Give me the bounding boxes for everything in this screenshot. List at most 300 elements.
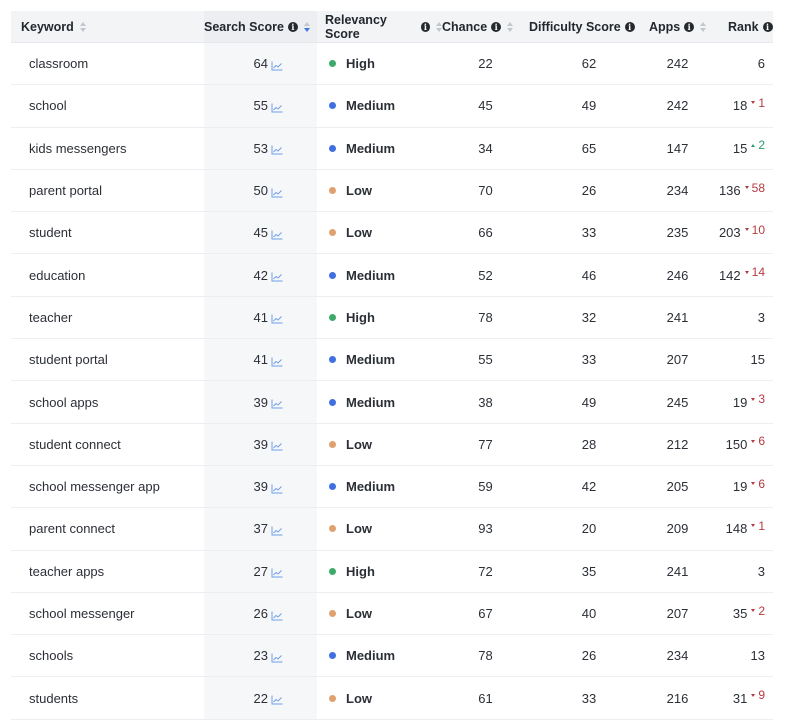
difficulty-value: 26 — [581, 648, 597, 664]
cell-rank — [706, 254, 773, 295]
cell-rank — [706, 551, 773, 592]
apps-value: 207 — [666, 352, 689, 368]
cell-apps — [649, 297, 706, 338]
search-score-value: 39 — [253, 436, 268, 452]
cell-search-score — [204, 593, 317, 634]
cell-keyword — [11, 297, 204, 338]
relevancy-dot — [329, 356, 336, 363]
cell-apps — [649, 212, 706, 253]
cell-search-score — [204, 508, 317, 549]
difficulty-value: 35 — [581, 563, 597, 579]
relevancy-label: High — [346, 563, 375, 579]
search-score-value: 53 — [253, 140, 268, 156]
chance-value: 66 — [478, 225, 493, 241]
table-row[interactable] — [11, 212, 773, 254]
cell-keyword — [11, 551, 204, 592]
relevancy-dot — [329, 314, 336, 321]
arrow-down-icon — [745, 186, 749, 189]
cell-rank — [706, 593, 773, 634]
relevancy-label: Low — [346, 606, 372, 621]
cell-relevancy — [317, 170, 442, 211]
relevancy-dot — [329, 145, 336, 152]
cell-difficulty — [529, 43, 649, 84]
cell-search-score — [204, 254, 317, 295]
search-score-value: 45 — [253, 225, 268, 241]
chance-value: 77 — [478, 436, 493, 452]
apps-value: 245 — [666, 394, 689, 410]
cell-keyword — [11, 85, 204, 126]
chance-value: 45 — [478, 98, 493, 114]
apps-value: 209 — [666, 521, 689, 537]
cell-rank — [706, 212, 773, 253]
cell-search-score — [204, 297, 317, 338]
cell-apps — [649, 424, 706, 465]
cell-search-score — [204, 466, 317, 507]
line-chart-icon[interactable] — [271, 355, 283, 365]
keyword-text: schools — [29, 648, 74, 664]
cell-rank — [706, 170, 773, 211]
info-icon[interactable]: i — [763, 22, 773, 32]
cell-apps — [649, 635, 706, 676]
cell-relevancy — [317, 85, 442, 126]
relevancy-dot — [329, 272, 336, 279]
search-score-value: 50 — [253, 183, 268, 199]
info-icon[interactable]: i — [421, 22, 430, 32]
relevancy-label: Medium — [346, 98, 396, 114]
header-chance-label: Chance — [442, 19, 488, 34]
rank-change-value: 9 — [758, 688, 765, 703]
search-score-value: 55 — [253, 98, 268, 114]
chance-value: 38 — [478, 394, 493, 410]
difficulty-value: 33 — [581, 352, 597, 368]
header-keyword[interactable] — [11, 11, 204, 42]
cell-rank — [706, 508, 773, 549]
cell-keyword — [11, 677, 204, 718]
cell-search-score — [204, 635, 317, 676]
cell-keyword — [11, 593, 204, 634]
apps-value: 147 — [666, 140, 689, 156]
rank-value: 203 — [718, 225, 741, 241]
rank-change — [751, 519, 765, 533]
table-row[interactable] — [11, 43, 773, 85]
line-chart-icon[interactable] — [271, 651, 283, 661]
chance-value: 52 — [478, 267, 493, 283]
table-row[interactable] — [11, 85, 773, 127]
cell-relevancy — [317, 339, 442, 380]
cell-keyword — [11, 635, 204, 676]
header-relevancy-label: Relevancy Score — [325, 12, 387, 41]
cell-apps — [649, 677, 706, 718]
cell-chance — [442, 677, 529, 718]
apps-value: 234 — [666, 183, 689, 199]
cell-apps — [649, 551, 706, 592]
difficulty-value: 62 — [581, 56, 597, 72]
cell-apps — [649, 43, 706, 84]
line-chart-icon[interactable] — [271, 439, 283, 449]
header-apps-label: Apps — [649, 19, 681, 34]
keyword-text: kids messengers — [29, 140, 127, 156]
keyword-text: students — [29, 690, 79, 706]
relevancy-label: Low — [346, 436, 372, 452]
rank-change-value: 2 — [758, 603, 765, 618]
relevancy-dot — [329, 60, 336, 67]
cell-keyword — [11, 381, 204, 422]
rank-value: 15 — [750, 352, 765, 368]
apps-value: 246 — [666, 267, 689, 283]
relevancy-dot — [329, 483, 336, 490]
cell-difficulty — [529, 424, 649, 465]
cell-search-score — [204, 170, 317, 211]
cell-difficulty — [529, 212, 649, 253]
cell-difficulty — [529, 466, 649, 507]
rank-change-value: 10 — [751, 222, 765, 237]
arrow-up-icon — [751, 144, 755, 147]
rank-change — [751, 688, 765, 702]
cell-chance — [442, 339, 529, 380]
rank-change — [745, 265, 765, 279]
cell-apps — [649, 170, 706, 211]
cell-difficulty — [529, 128, 649, 169]
relevancy-label: Medium — [346, 140, 396, 156]
info-icon[interactable]: i — [288, 22, 298, 32]
cell-difficulty — [529, 85, 649, 126]
cell-keyword — [11, 128, 204, 169]
cell-rank — [706, 43, 773, 84]
cell-chance — [442, 381, 529, 422]
table-row[interactable] — [11, 381, 773, 423]
search-score-value: 26 — [253, 606, 268, 621]
relevancy-label: Medium — [346, 352, 396, 368]
difficulty-value: 42 — [581, 479, 597, 495]
header-search-score-label: Search Score — [204, 19, 284, 34]
cell-relevancy — [317, 212, 442, 253]
line-chart-icon[interactable] — [271, 143, 283, 153]
cell-difficulty — [529, 508, 649, 549]
keyword-text: school apps — [29, 394, 99, 410]
rank-value: 3 — [757, 563, 765, 579]
table-row[interactable] — [11, 128, 773, 170]
cell-keyword — [11, 254, 204, 295]
cell-difficulty — [529, 551, 649, 592]
rank-value: 6 — [757, 56, 765, 72]
relevancy-dot — [329, 610, 336, 617]
table-row[interactable] — [11, 508, 773, 550]
cell-relevancy — [317, 677, 442, 718]
arrow-down-icon — [751, 694, 755, 697]
rank-value: 19 — [732, 394, 748, 410]
header-rank-label: Rank — [728, 19, 759, 34]
chance-value: 22 — [478, 56, 493, 72]
cell-rank — [706, 635, 773, 676]
line-chart-icon[interactable] — [271, 397, 283, 407]
cell-search-score — [204, 212, 317, 253]
cell-difficulty — [529, 593, 649, 634]
relevancy-label: Low — [346, 690, 372, 706]
search-score-value: 64 — [253, 56, 268, 72]
cell-relevancy — [317, 128, 442, 169]
keyword-text: school messenger app — [29, 479, 160, 495]
cell-search-score — [204, 339, 317, 380]
apps-value: 207 — [666, 606, 689, 621]
apps-value: 216 — [666, 690, 689, 706]
rank-value: 3 — [757, 309, 765, 325]
cell-rank — [706, 85, 773, 126]
table-row[interactable] — [11, 424, 773, 466]
relevancy-dot — [329, 652, 336, 659]
cell-apps — [649, 128, 706, 169]
table-header — [11, 11, 773, 43]
rank-value: 35 — [732, 606, 748, 621]
relevancy-label: Medium — [346, 267, 396, 283]
search-score-value: 23 — [253, 648, 268, 664]
keyword-text: school — [29, 98, 67, 114]
rank-change-value: 1 — [758, 518, 765, 533]
difficulty-value: 28 — [581, 436, 597, 452]
search-score-value: 22 — [253, 690, 268, 706]
table-row[interactable] — [11, 677, 773, 719]
relevancy-label: Medium — [346, 648, 396, 664]
cell-chance — [442, 85, 529, 126]
arrow-down-icon — [751, 101, 755, 104]
line-chart-icon[interactable] — [271, 312, 283, 322]
cell-relevancy — [317, 635, 442, 676]
cell-chance — [442, 508, 529, 549]
cell-chance — [442, 466, 529, 507]
difficulty-value: 33 — [581, 690, 597, 706]
chance-value: 61 — [478, 690, 493, 706]
relevancy-dot — [329, 187, 336, 194]
cell-chance — [442, 424, 529, 465]
cell-chance — [442, 43, 529, 84]
cell-chance — [442, 212, 529, 253]
arrow-down-icon — [751, 482, 755, 485]
apps-value: 212 — [666, 436, 689, 452]
cell-difficulty — [529, 677, 649, 718]
relevancy-label: Low — [346, 521, 372, 537]
difficulty-value: 40 — [581, 606, 597, 621]
cell-search-score — [204, 551, 317, 592]
apps-value: 235 — [666, 225, 689, 241]
relevancy-dot — [329, 525, 336, 532]
header-keyword-label: Keyword — [21, 19, 74, 34]
chance-value: 72 — [478, 563, 493, 579]
cell-chance — [442, 593, 529, 634]
table-row[interactable] — [11, 593, 773, 635]
rank-change — [745, 181, 765, 195]
relevancy-dot — [329, 695, 336, 702]
apps-value: 205 — [666, 479, 689, 495]
relevancy-label: Medium — [346, 479, 396, 495]
line-chart-icon[interactable] — [271, 228, 283, 238]
cell-apps — [649, 85, 706, 126]
cell-keyword — [11, 339, 204, 380]
cell-difficulty — [529, 170, 649, 211]
cell-keyword — [11, 212, 204, 253]
cell-apps — [649, 339, 706, 380]
search-score-value: 39 — [253, 394, 268, 410]
cell-rank — [706, 466, 773, 507]
cell-search-score — [204, 43, 317, 84]
header-apps[interactable] — [649, 11, 706, 42]
difficulty-value: 49 — [581, 394, 597, 410]
difficulty-value: 20 — [581, 521, 597, 537]
rank-change — [751, 477, 765, 491]
chance-value: 59 — [478, 479, 493, 495]
keyword-text: student portal — [29, 352, 108, 368]
cell-difficulty — [529, 635, 649, 676]
keyword-text: education — [29, 267, 86, 283]
rank-change-value: 6 — [758, 434, 765, 449]
rank-change — [745, 223, 765, 237]
line-chart-icon[interactable] — [271, 524, 283, 534]
keyword-text: classroom — [29, 56, 89, 72]
difficulty-value: 32 — [581, 309, 597, 325]
cell-keyword — [11, 43, 204, 84]
sort-icon[interactable] — [507, 22, 513, 32]
cell-relevancy — [317, 297, 442, 338]
relevancy-dot — [329, 102, 336, 109]
cell-difficulty — [529, 254, 649, 295]
line-chart-icon[interactable] — [271, 101, 283, 111]
header-relevancy-score[interactable] — [317, 11, 442, 42]
table-row[interactable] — [11, 297, 773, 339]
search-score-value: 37 — [253, 521, 268, 537]
cell-keyword — [11, 170, 204, 211]
rank-value: 18 — [732, 98, 748, 114]
relevancy-label: High — [346, 309, 375, 325]
arrow-down-icon — [745, 271, 749, 274]
header-search-score[interactable] — [204, 11, 317, 42]
rank-change-value: 1 — [758, 95, 765, 110]
cell-relevancy — [317, 43, 442, 84]
search-score-value: 42 — [253, 267, 268, 283]
rank-value: 150 — [725, 436, 748, 452]
cell-keyword — [11, 424, 204, 465]
table-row[interactable] — [11, 551, 773, 593]
cell-rank — [706, 677, 773, 718]
cell-chance — [442, 128, 529, 169]
keyword-text: teacher — [29, 309, 73, 325]
rank-change-value: 58 — [751, 180, 765, 195]
relevancy-dot — [329, 568, 336, 575]
table-row[interactable] — [11, 635, 773, 677]
cell-difficulty — [529, 297, 649, 338]
cell-search-score — [204, 381, 317, 422]
rank-value: 15 — [732, 140, 748, 156]
apps-value: 241 — [666, 563, 689, 579]
chance-value: 78 — [478, 309, 493, 325]
keyword-text: student — [29, 225, 72, 241]
cell-difficulty — [529, 381, 649, 422]
relevancy-label: Low — [346, 183, 372, 199]
relevancy-label: Low — [346, 225, 372, 241]
line-chart-icon[interactable] — [271, 270, 283, 280]
rank-change-value: 14 — [751, 265, 765, 280]
rank-change — [751, 96, 765, 110]
relevancy-label: High — [346, 56, 375, 72]
rank-value: 136 — [718, 183, 741, 199]
rank-value: 148 — [725, 521, 748, 537]
line-chart-icon[interactable] — [271, 482, 283, 492]
cell-rank — [706, 381, 773, 422]
header-rank[interactable] — [706, 11, 773, 42]
line-chart-icon[interactable] — [271, 59, 283, 69]
cell-chance — [442, 254, 529, 295]
difficulty-value: 49 — [581, 98, 597, 114]
difficulty-value: 33 — [581, 225, 597, 241]
line-chart-icon[interactable] — [271, 186, 283, 196]
rank-change-value: 3 — [758, 392, 765, 407]
keyword-text: school messenger — [29, 606, 135, 621]
cell-chance — [442, 635, 529, 676]
rank-value: 13 — [750, 648, 765, 664]
cell-relevancy — [317, 508, 442, 549]
line-chart-icon[interactable] — [271, 566, 283, 576]
table-row[interactable] — [11, 466, 773, 508]
relevancy-label: Medium — [346, 394, 396, 410]
table-row[interactable] — [11, 170, 773, 212]
rank-value: 142 — [718, 267, 741, 283]
keyword-text: student connect — [29, 436, 121, 452]
rank-value: 31 — [732, 690, 748, 706]
table-row[interactable] — [11, 254, 773, 296]
relevancy-dot — [329, 399, 336, 406]
apps-value: 234 — [666, 648, 689, 664]
rank-change — [751, 392, 765, 406]
chance-value: 78 — [478, 648, 493, 664]
cell-relevancy — [317, 254, 442, 295]
rank-change — [751, 604, 765, 618]
line-chart-icon[interactable] — [271, 609, 283, 619]
line-chart-icon[interactable] — [271, 693, 283, 703]
cell-apps — [649, 254, 706, 295]
info-icon[interactable]: i — [684, 22, 694, 32]
cell-keyword — [11, 466, 204, 507]
apps-value: 242 — [666, 56, 689, 72]
rank-change-value: 2 — [758, 138, 765, 153]
arrow-down-icon — [751, 440, 755, 443]
cell-search-score — [204, 424, 317, 465]
difficulty-value: 26 — [581, 183, 597, 199]
cell-chance — [442, 297, 529, 338]
apps-value: 241 — [666, 309, 689, 325]
cell-rank — [706, 339, 773, 380]
cell-apps — [649, 508, 706, 549]
cell-apps — [649, 593, 706, 634]
arrow-down-icon — [745, 228, 749, 231]
sort-icon[interactable] — [304, 22, 310, 32]
info-icon[interactable]: i — [625, 22, 635, 32]
search-score-value: 41 — [253, 309, 268, 325]
apps-value: 242 — [666, 98, 689, 114]
cell-difficulty — [529, 339, 649, 380]
cell-relevancy — [317, 424, 442, 465]
header-difficulty-score[interactable] — [529, 11, 649, 42]
info-icon[interactable]: i — [491, 22, 501, 32]
header-chance[interactable] — [442, 11, 529, 42]
keyword-text: parent portal — [29, 183, 102, 199]
relevancy-dot — [329, 441, 336, 448]
table-body — [11, 43, 773, 720]
cell-rank — [706, 297, 773, 338]
table-row[interactable] — [11, 339, 773, 381]
keyword-text: parent connect — [29, 521, 116, 537]
rank-change — [751, 138, 765, 152]
arrow-down-icon — [751, 398, 755, 401]
cell-search-score — [204, 85, 317, 126]
sort-icon[interactable] — [80, 22, 86, 32]
arrow-down-icon — [751, 524, 755, 527]
